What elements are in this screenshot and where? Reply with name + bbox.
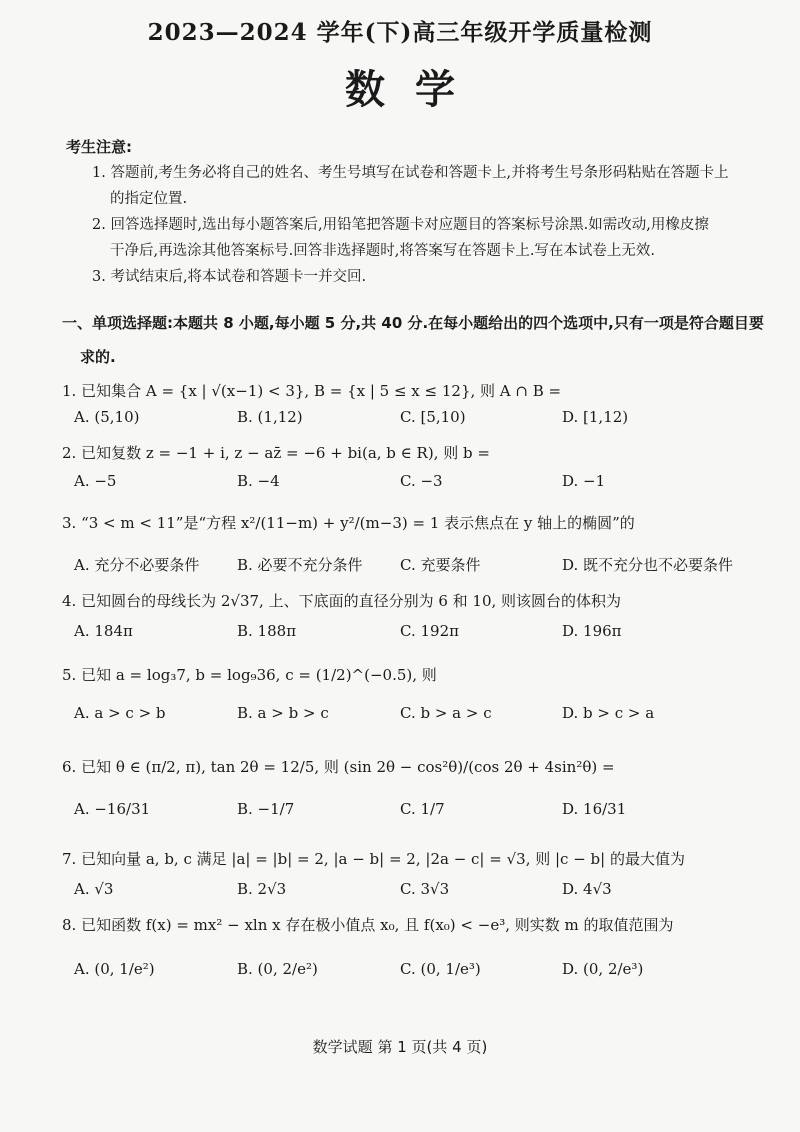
- option: C. 3√3: [400, 880, 450, 898]
- option: A. (5,10): [74, 408, 140, 426]
- notice-heading: 考生注意:: [66, 138, 132, 156]
- option: C. 192π: [400, 622, 459, 640]
- page-footer: 数学试题 第 1 页(共 4 页): [312, 1038, 488, 1056]
- option-row: [74, 880, 774, 906]
- option: B. −4: [237, 472, 280, 490]
- question-stem: 2. 已知复数 z = −1 + i, z − az̄ = −6 + bi(a, b ∈ R), 则 b =: [62, 444, 490, 462]
- option: B. 必要不充分条件: [237, 556, 363, 574]
- question-stem: 7. 已知向量 a, b, c 满足 |a| = |b| = 2, |a − b| = 2, |2a − c| = √3, 则 |c − b| 的最大值为: [62, 850, 685, 868]
- option-row: [74, 960, 774, 986]
- notice-line: 1. 答题前,考生务必将自己的姓名、考生号填写在试卷和答题卡上,并将考生号条形码粘贴在答题卡上: [92, 165, 729, 181]
- option: D. 196π: [562, 622, 622, 640]
- notice-item: [92, 160, 782, 212]
- notice-item: [92, 212, 782, 264]
- section-line: 求的.: [80, 348, 116, 366]
- option: A. 184π: [74, 622, 133, 640]
- question-stem: 5. 已知 a = log₃7, b = log₉36, c = (1/2)^(−0.5), 则: [62, 666, 437, 684]
- section-line: 一、单项选择题:本题共 8 小题,每小题 5 分,共 40 分.在每小题给出的四个选项中,只有一项是符合题目要: [62, 314, 764, 332]
- option-row: [74, 800, 774, 826]
- option: D. (0, 2/e³): [562, 960, 644, 978]
- option: A. −5: [74, 472, 117, 490]
- option: D. 4√3: [562, 880, 612, 898]
- option: B. (0, 2/e²): [237, 960, 318, 978]
- notice-line: 干净后,再选涂其他答案标号.回答非选择题时,将答案写在答题卡上.写在本试卷上无效.: [110, 243, 656, 259]
- section-heading: [62, 306, 782, 374]
- option: C. 1/7: [400, 800, 445, 818]
- question-stem: 6. 已知 θ ∈ (π/2, π), tan 2θ = 12/5, 则 (sin 2θ − cos²θ)/(cos 2θ + 4sin²θ) =: [62, 758, 615, 776]
- option: D. [1,12): [562, 408, 629, 426]
- option: C. [5,10): [400, 408, 466, 426]
- option: C. b > a > c: [400, 704, 492, 722]
- option: B. a > b > c: [237, 704, 329, 722]
- option: D. 既不充分也不必要条件: [562, 556, 734, 574]
- option-row: [74, 622, 774, 648]
- option-row: [74, 554, 774, 580]
- option: A. 充分不必要条件: [74, 556, 200, 574]
- subject-title: 数学: [345, 66, 485, 113]
- option: B. −1/7: [237, 800, 295, 818]
- question-stem: 4. 已知圆台的母线长为 2√37, 上、下底面的直径分别为 6 和 10, 则该圆台的体积为: [62, 592, 622, 610]
- option-row: [74, 704, 774, 730]
- exam-title: 2023—2024 学年(下)高三年级开学质量检测: [147, 19, 653, 46]
- option: D. 16/31: [562, 800, 627, 818]
- option: B. (1,12): [237, 408, 303, 426]
- option: B. 2√3: [237, 880, 287, 898]
- option: B. 188π: [237, 622, 297, 640]
- option: C. (0, 1/e³): [400, 960, 481, 978]
- option-row: [74, 472, 774, 498]
- option: C. 充要条件: [400, 556, 481, 574]
- question-stem: 1. 已知集合 A = {x | √(x−1) < 3}, B = {x | 5 ≤ x ≤ 12}, 则 A ∩ B =: [62, 382, 562, 400]
- question-stem: 3. “3 < m < 11”是“方程 x²/(11−m) + y²/(m−3) = 1 表示焦点在 y 轴上的椭圆”的: [62, 514, 635, 532]
- option: A. (0, 1/e²): [74, 960, 155, 978]
- notice-item: [92, 264, 782, 290]
- option: C. −3: [400, 472, 443, 490]
- option: D. b > c > a: [562, 704, 655, 722]
- option: A. √3: [74, 880, 114, 898]
- notice-line: 3. 考试结束后,将本试卷和答题卡一并交回.: [92, 269, 367, 285]
- notice-line: 2. 回答选择题时,选出每小题答案后,用铅笔把答题卡对应题目的答案标号涂黑.如需改动,用橡皮擦: [92, 217, 709, 233]
- option: A. a > c > b: [74, 704, 166, 722]
- option-row: [74, 408, 774, 434]
- question-stem: 8. 已知函数 f(x) = mx² − xln x 存在极小值点 x₀, 且 f(x₀) < −e³, 则实数 m 的取值范围为: [62, 916, 674, 934]
- notice-line: 的指定位置.: [110, 191, 188, 207]
- option: A. −16/31: [74, 800, 151, 818]
- option: D. −1: [562, 472, 606, 490]
